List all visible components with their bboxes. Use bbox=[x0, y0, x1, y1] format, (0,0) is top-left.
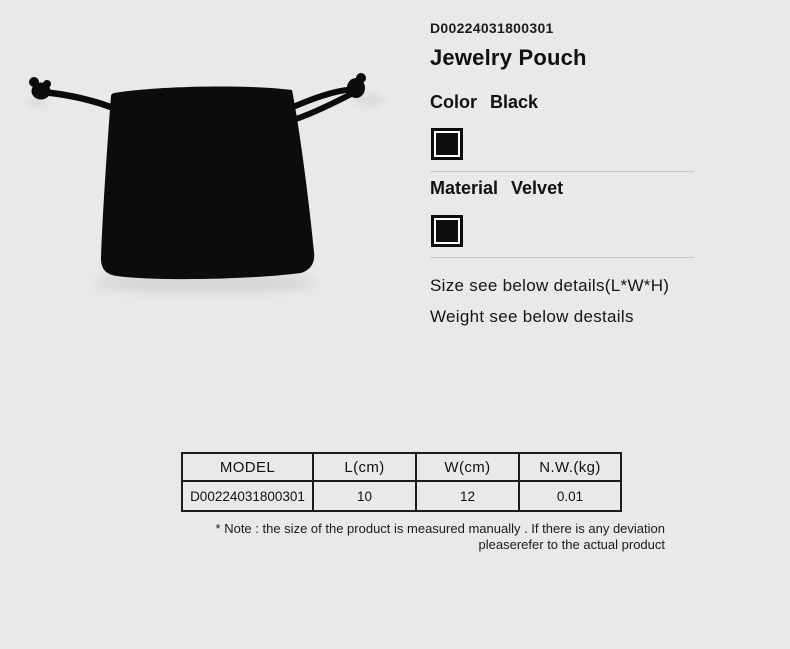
weight-note: Weight see below destails bbox=[430, 307, 634, 326]
divider bbox=[430, 257, 694, 258]
color-swatch bbox=[434, 131, 460, 157]
divider bbox=[430, 171, 694, 172]
material-label: Material bbox=[430, 178, 499, 198]
spec-cell-length: 10 bbox=[313, 481, 416, 511]
product-photo-pouch bbox=[0, 40, 420, 340]
drawstring-left bbox=[42, 92, 118, 110]
spec-cell-netweight: 0.01 bbox=[519, 481, 621, 511]
spec-cell-model: D00224031800301 bbox=[182, 481, 313, 511]
spec-header-width: W(cm) bbox=[416, 453, 519, 481]
drawstring-knot-left bbox=[29, 77, 51, 100]
model-number: D00224031800301 bbox=[430, 20, 554, 36]
spec-table bbox=[181, 452, 622, 512]
spec-table-data-row bbox=[182, 481, 621, 511]
color-label: Color bbox=[430, 92, 477, 112]
product-title: Jewelry Pouch bbox=[430, 45, 587, 70]
disclaimer-note bbox=[216, 521, 665, 553]
material-row bbox=[430, 178, 563, 199]
spec-cell-width: 12 bbox=[416, 481, 519, 511]
spec-table-header-row bbox=[182, 453, 621, 481]
color-row bbox=[430, 92, 538, 113]
disclaimer-line-1: * Note : the size of the product is measured manually . If there is any deviation bbox=[215, 521, 665, 536]
pouch-body bbox=[101, 86, 314, 279]
spec-header-model: MODEL bbox=[182, 453, 313, 481]
spec-header-length: L(cm) bbox=[313, 453, 416, 481]
material-swatch bbox=[434, 218, 460, 244]
drawstring-knot-right bbox=[347, 73, 366, 98]
material-value: Velvet bbox=[511, 178, 564, 198]
spec-header-netweight: N.W.(kg) bbox=[519, 453, 621, 481]
disclaimer-line-2: pleaserefer to the actual product bbox=[478, 537, 665, 552]
color-value: Black bbox=[490, 92, 539, 112]
size-note: Size see below details(L*W*H) bbox=[430, 276, 670, 295]
